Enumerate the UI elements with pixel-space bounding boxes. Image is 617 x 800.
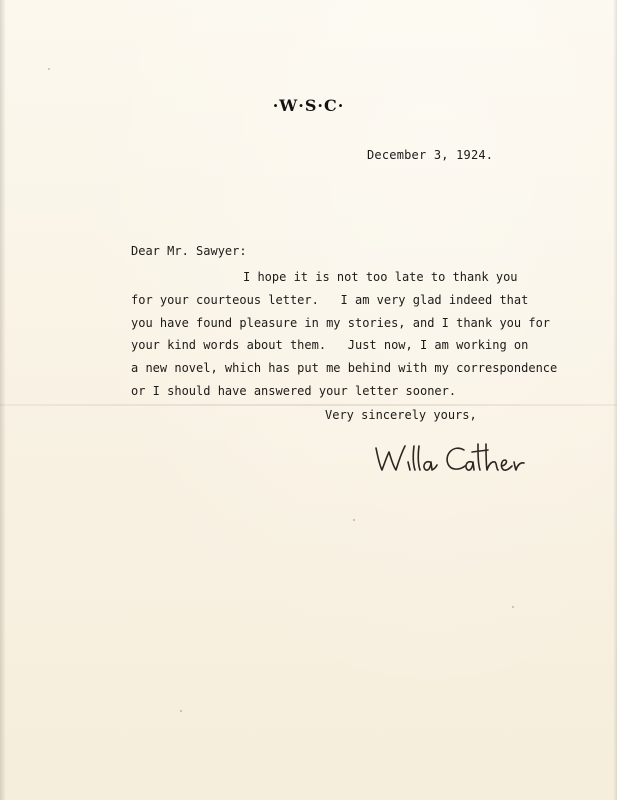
scan-edge-left	[0, 0, 6, 800]
body-line: your kind words about them. Just now, I am working on	[131, 338, 529, 353]
handwritten-signature	[368, 436, 538, 486]
scan-edge-right	[613, 0, 617, 800]
body-line: a new novel, which has put me behind with my correspondence	[131, 361, 558, 376]
body-line: I hope it is not too late to thank you	[243, 270, 518, 284]
body-line: you have found pleasure in my stories, and I thank you for	[131, 315, 551, 330]
body-line: or I should have answered your letter sooner.	[131, 383, 457, 398]
letter-date: December 3, 1924.	[367, 148, 494, 162]
body-line: for your courteous letter. I am very glad indeed that	[131, 292, 529, 307]
salutation: Dear Mr. Sawyer:	[131, 244, 247, 258]
letter-body	[131, 270, 558, 407]
closing: Very sincerely yours,	[325, 408, 477, 422]
letterhead-monogram: ·W·S·C·	[272, 96, 345, 115]
